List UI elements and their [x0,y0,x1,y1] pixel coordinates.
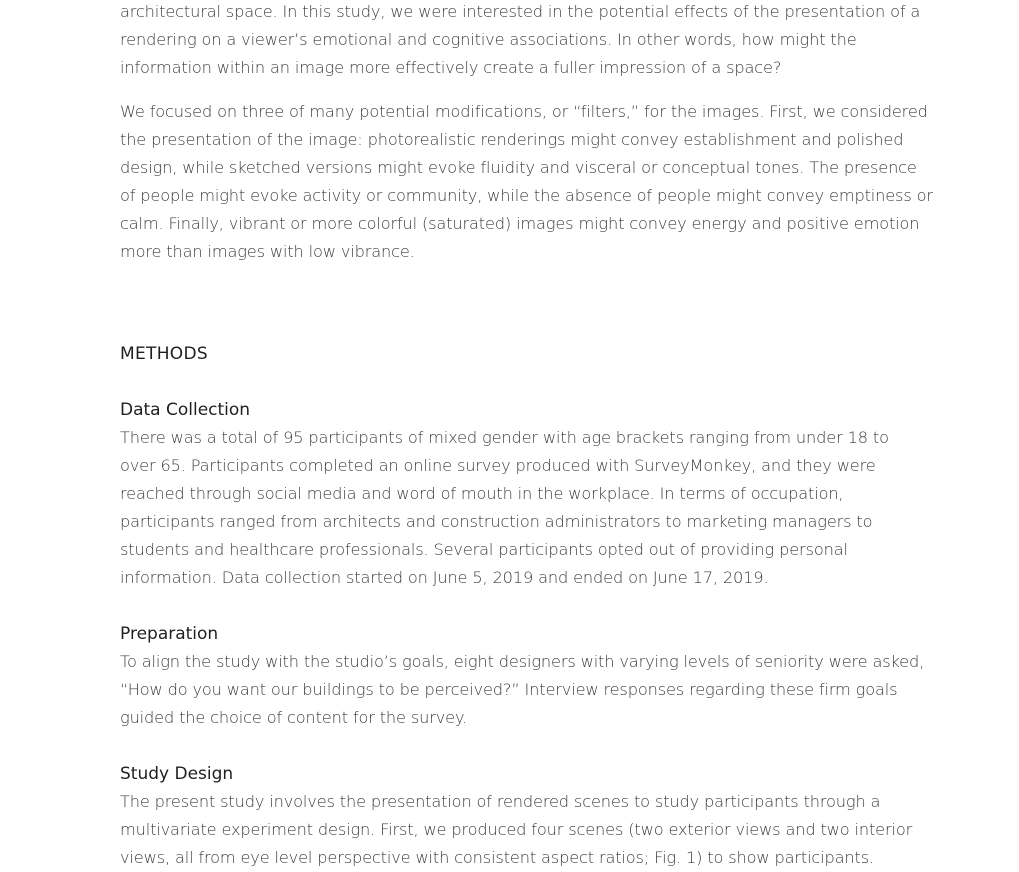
preparation-heading: Preparation [120,624,219,644]
text-line: rendering on a viewer’s emotional and cognitive associations. In other words, how might the [120,30,857,49]
text-line: There was a total of 95 participants of mixed gender with age brackets ranging from under 18 to [120,428,889,447]
text-line: multivariate experiment design. First, we produced four scenes (two exterior views and two interior [120,820,913,839]
text-line: The present study involves the presentation of rendered scenes to study participants through a [120,792,881,811]
text-line: information. Data collection started on June 5, 2019 and ended on June 17, 2019. [120,568,769,587]
intro-paragraph [120,0,921,82]
methods-heading: METHODS [120,344,208,364]
text-line: reached through social media and word of mouth in the workplace. In terms of occupation, [120,484,844,503]
text-line: We focused on three of many potential modifications, or “filters,” for the images. First, we considered [120,102,928,121]
document-page [120,0,933,872]
text-line: information within an image more effectively create a fuller impression of a space? [120,58,782,77]
text-line: more than images with low vibrance. [120,242,415,261]
text-line: over 65. Participants completed an online survey produced with SurveyMonkey, and they were [120,456,876,475]
text-line: views, all from eye level perspective with consistent aspect ratios; Fig. 1) to show participants. [120,848,875,867]
filters-paragraph [120,98,933,266]
text-line: participants ranged from architects and construction administrators to marketing managers to [120,512,873,531]
text-line: the presentation of the image: photorealistic renderings might convey establishment and polished [120,130,904,149]
preparation-paragraph [120,648,925,732]
text-line: calm. Finally, vibrant or more colorful (saturated) images might convey energy and positive emotion [120,214,920,233]
study-design-heading: Study Design [120,764,234,784]
text-line: of people might evoke activity or community, while the absence of people might convey emptiness or [120,186,933,205]
text-line: design, while sketched versions might evoke fluidity and visceral or conceptual tones. The presence [120,158,917,177]
text-line: To align the study with the studio’s goals, eight designers with varying levels of seniority were asked, [120,652,925,671]
text-line: students and healthcare professionals. Several participants opted out of providing personal [120,540,848,559]
text-line: “How do you want our buildings to be perceived?” Interview responses regarding these firm goals [120,680,898,699]
data-collection-heading: Data Collection [120,400,251,420]
text-line: architectural space. In this study, we were interested in the potential effects of the presentation of a [120,2,921,21]
data-collection-paragraph [120,424,910,592]
study-design-paragraph [120,788,913,872]
text-line: guided the choice of content for the survey. [120,708,468,727]
